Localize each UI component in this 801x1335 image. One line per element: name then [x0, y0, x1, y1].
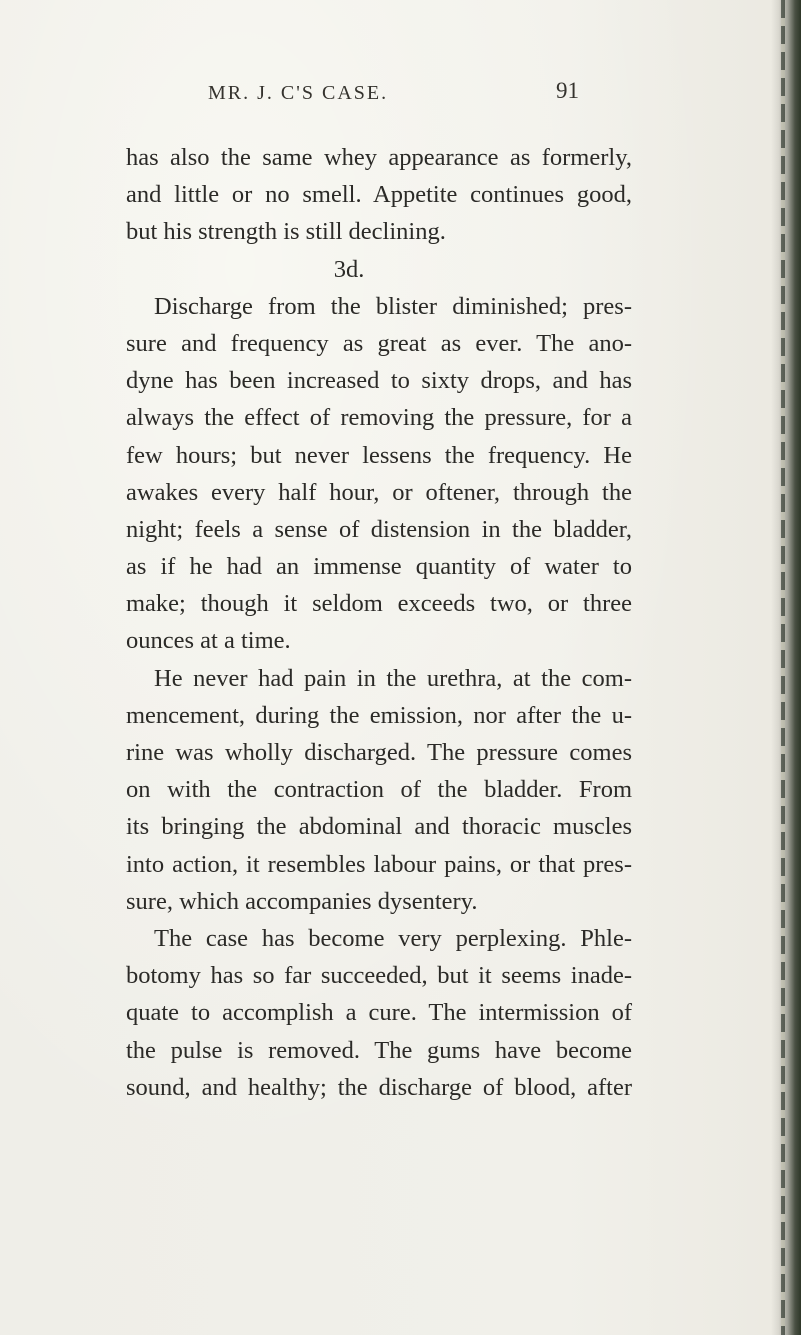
text-line: few hours; but never lessens the frequency. He — [126, 441, 632, 469]
page-number: 91 — [556, 78, 579, 103]
text-line: make; though it seldom exceeds two, or three — [126, 590, 632, 618]
text-line: but his strength is still declining. — [126, 218, 446, 246]
text-line: has also the same whey appearance as formerly, — [126, 144, 632, 171]
text-line: always the effect of removing the pressure, for a — [126, 404, 632, 432]
text-line: sound, and healthy; the discharge of blood, after — [126, 1073, 632, 1101]
book-binding-shadow — [771, 0, 801, 1335]
text-line: as if he had an immense quantity of water to — [126, 553, 632, 581]
text-line: sure and frequency as great as ever. The ano- — [126, 329, 632, 357]
text-line: its bringing the abdominal and thoracic muscles — [126, 813, 632, 841]
text-line: quate to accomplish a cure. The intermission of — [126, 999, 632, 1027]
text-line: sure, which accompanies dysentery. — [126, 887, 478, 915]
text-line: The case has become very perplexing. Phle- — [154, 924, 632, 952]
book-binding-edge — [781, 0, 785, 1335]
date-heading: 3d. — [333, 255, 365, 283]
body-text — [126, 139, 632, 1106]
text-line: night; feels a sense of distension in the bladder, — [126, 515, 632, 543]
text-line: into action, it resembles labour pains, or that pres- — [126, 850, 632, 878]
text-line: mencement, during the emission, nor after the u- — [126, 701, 632, 729]
text-line: ounces at a time. — [126, 627, 291, 655]
text-line: Discharge from the blister diminished; pres- — [154, 292, 632, 320]
text-line: dyne has been increased to sixty drops, and has — [126, 367, 632, 395]
text-line: He never had pain in the urethra, at the com- — [154, 664, 632, 692]
text-line: and little or no smell. Appetite continues good, — [126, 181, 632, 209]
running-head: MR. J. C'S CASE. — [208, 82, 389, 104]
page-header — [0, 78, 801, 112]
text-line: the pulse is removed. The gums have become — [126, 1036, 632, 1064]
text-line: rine was wholly discharged. The pressure comes — [126, 739, 632, 766]
text-line: on with the contraction of the bladder. From — [126, 776, 632, 804]
text-line: botomy has so far succeeded, but it seems inade- — [126, 962, 632, 990]
text-line: awakes every half hour, or oftener, through the — [126, 478, 632, 506]
